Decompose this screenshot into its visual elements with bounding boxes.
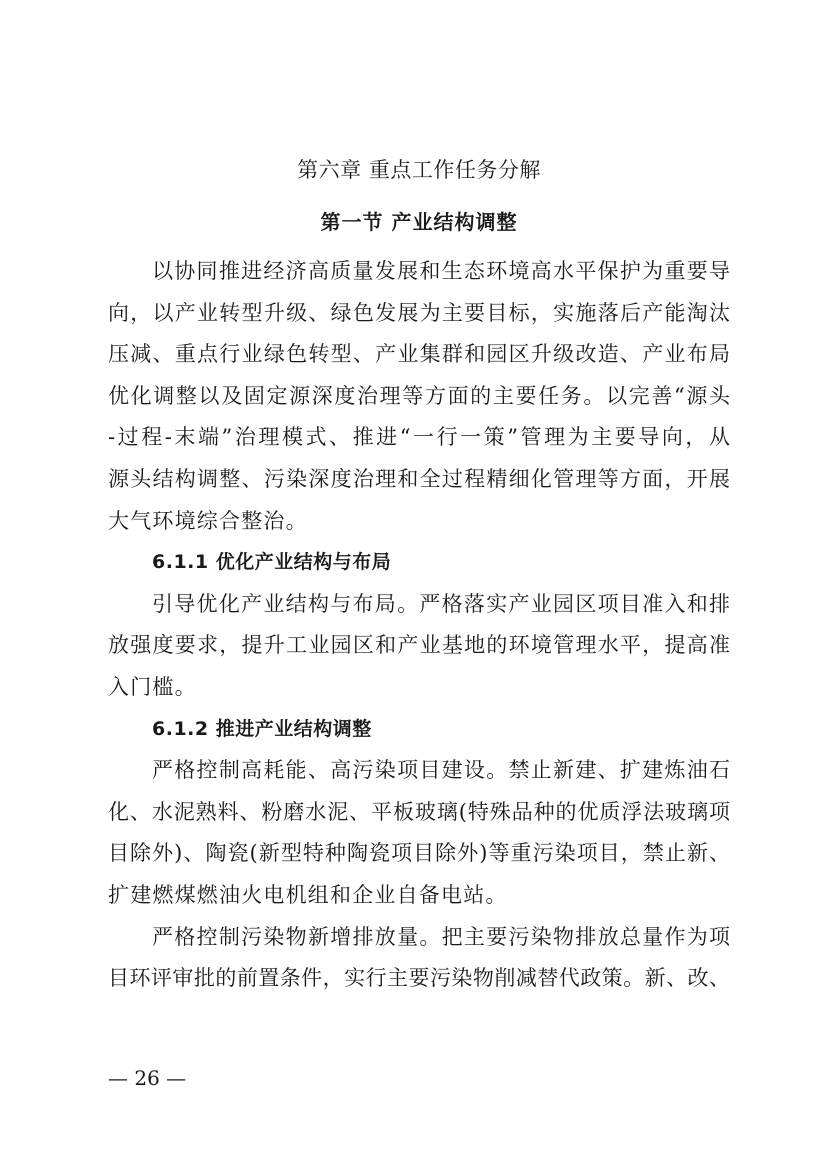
paragraph-line: 压减、重点行业绿色转型、产业集群和园区升级改造、产业布局 xyxy=(108,342,730,367)
page-number: — 26 — xyxy=(108,1066,187,1090)
paragraph-line: 严格控制高耗能、高污染项目建设。禁止新建、扩建炼油石 xyxy=(152,758,730,783)
paragraph-line: 入门槛。 xyxy=(108,674,197,699)
paragraph-line: 优化调整以及固定源深度治理等方面的主要任务。以完善“源头 xyxy=(108,383,730,408)
paragraph-emission-control xyxy=(108,917,730,1000)
paragraph-line: 引导优化产业结构与布局。严格落实产业园区项目准入和排 xyxy=(152,591,730,616)
paragraph-line: 目环评审批的前置条件，实行主要污染物削减替代政策。新、改、 xyxy=(108,966,730,991)
section-title: 第一节 产业结构调整 xyxy=(320,210,518,234)
paragraph-intro xyxy=(108,251,730,542)
paragraph-line: 化、水泥熟料、粉磨水泥、平板玻璃(特殊品种的优质浮法玻璃项 xyxy=(108,799,730,824)
document-body xyxy=(108,251,730,1000)
paragraph-layout xyxy=(108,584,730,709)
paragraph-line: 源头结构调整、污染深度治理和全过程精细化管理等方面，开展 xyxy=(108,466,730,491)
paragraph-line: 放强度要求，提升工业园区和产业基地的环境管理水平，提高准 xyxy=(108,633,730,658)
subsection-heading-6-1-1: 6.1.1 优化产业结构与布局 xyxy=(152,551,392,574)
paragraph-line: 扩建燃煤燃油火电机组和企业自备电站。 xyxy=(108,882,508,907)
paragraph-high-energy-projects xyxy=(108,750,730,916)
paragraph-line: 目除外)、陶瓷(新型特种陶瓷项目除外)等重污染项目，禁止新、 xyxy=(108,841,730,866)
paragraph-line: 向，以产业转型升级、绿色发展为主要目标，实施落后产能淘汰 xyxy=(108,300,730,325)
paragraph-line: 以协同推进经济高质量发展和生态环境高水平保护为重要导 xyxy=(152,259,730,283)
paragraph-line: 严格控制污染物新增排放量。把主要污染物排放总量作为项 xyxy=(152,924,730,949)
subsection-heading-6-1-2: 6.1.2 推进产业结构调整 xyxy=(152,717,372,740)
chapter-title: 第六章 重点工作任务分解 xyxy=(297,158,541,182)
paragraph-line: 大气环境综合整治。 xyxy=(108,508,308,533)
paragraph-line: -过程-末端”治理模式、推进“一行一策”管理为主要导向，从 xyxy=(108,425,730,450)
